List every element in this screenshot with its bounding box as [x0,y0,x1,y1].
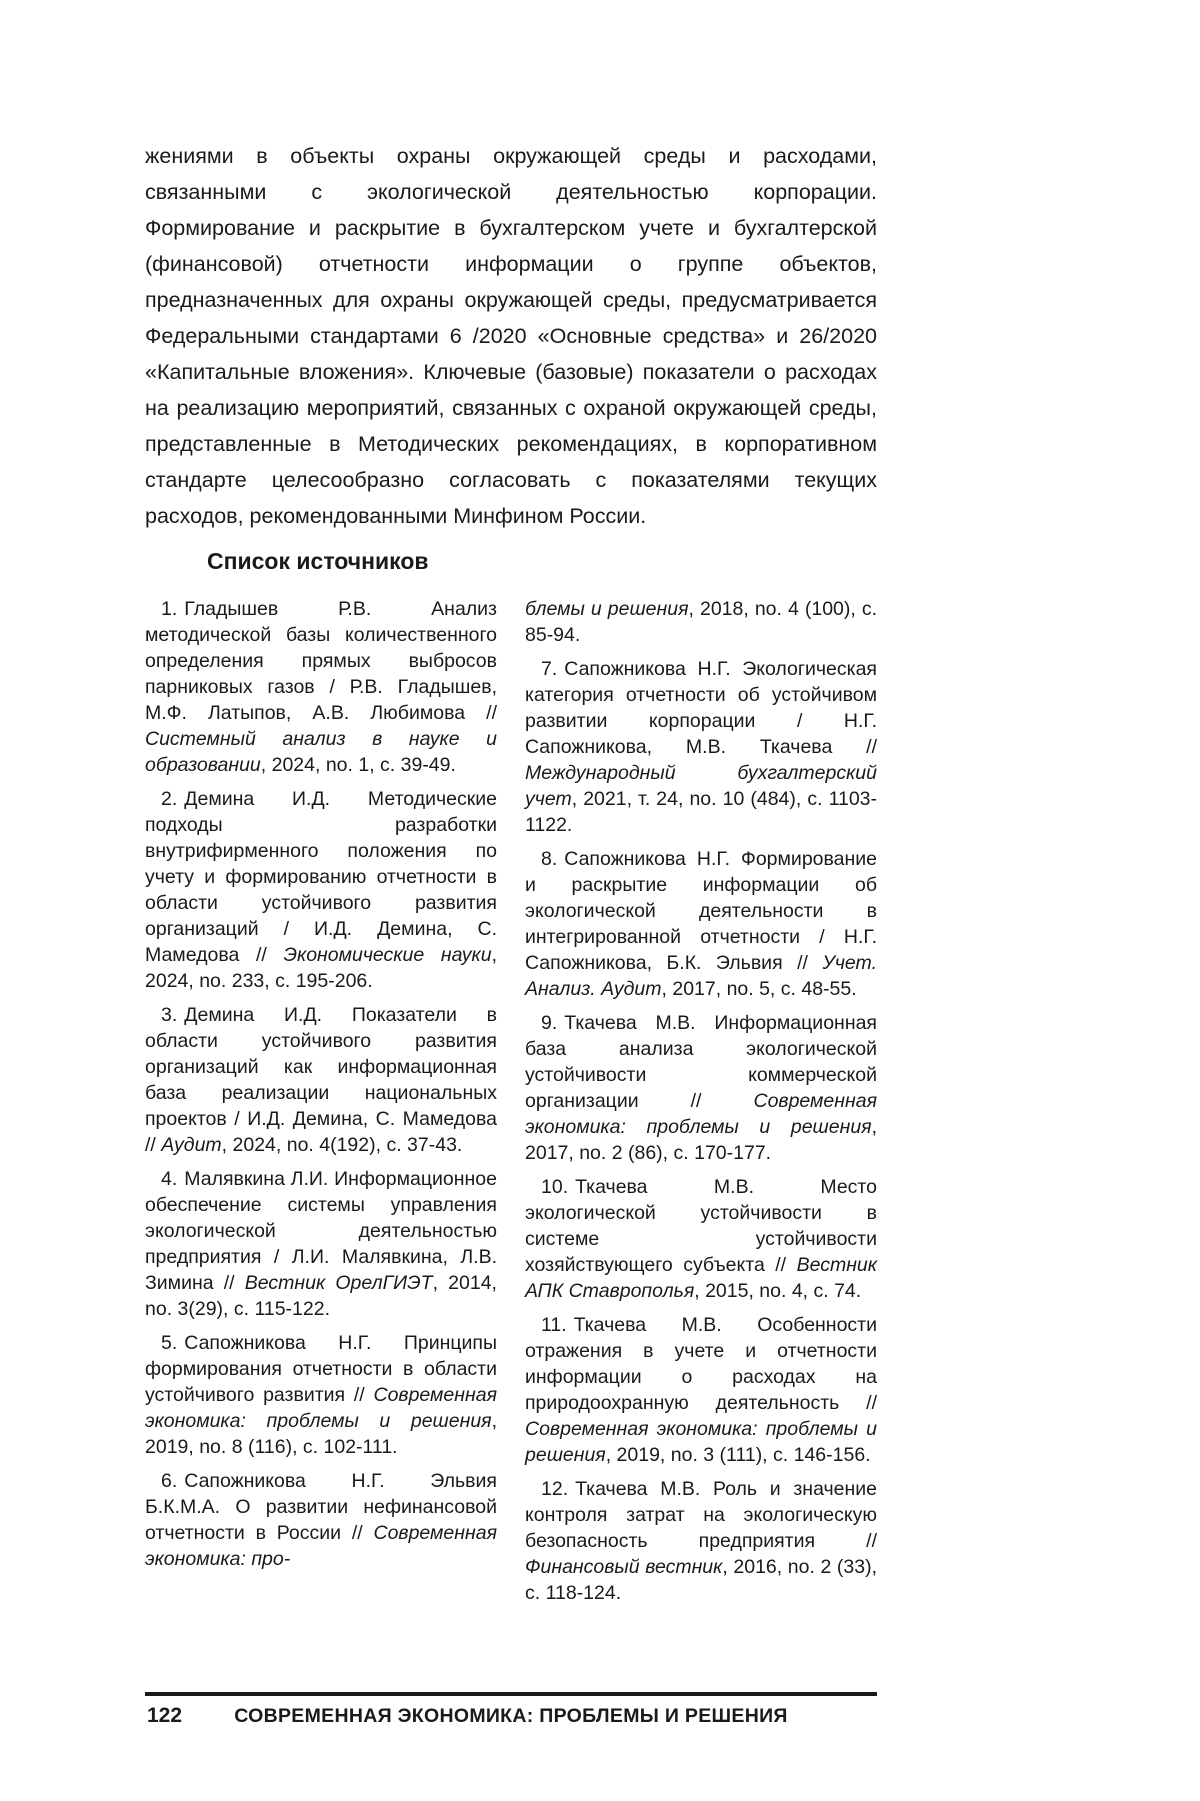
reference-text-segment: Гладышев Р.В. Анализ методической базы количественного определения прямых выбросов парниковых газов / Р.В. Гладышев, М.Ф. Латыпов, А.В. Любимова // [145,598,497,724]
reference-text-segment: , 2024, no. 4(192), с. 37-43. [221,1134,463,1156]
reference-text-segment: Аудит [161,1134,222,1156]
reference-number: 9. [541,1012,558,1034]
reference-text-segment: Ткачева М.В. Особенности отражения в учете и отчетности информации о расходах на природоохранную деятельность // [525,1314,877,1414]
reference-text-segment: , 2017, no. 5, с. 48-55. [661,978,857,1000]
reference-text-segment: Ткачева М.В. Роль и значение контроля затрат на экологическую безопасность предприятия // [525,1478,877,1552]
reference-number: 12. [541,1478,569,1500]
reference-number: 8. [541,848,558,870]
reference-text-segment: Международный бухгалтерский учет [525,762,877,810]
reference-text-segment: Сапожникова Н.Г. Формирование и раскрытие информации об экологической деятельности в интегрированной отчетности / Н.Г. Сапожникова, Б.К. Эльвия // [525,848,877,974]
reference-text-segment: Малявкина Л.И. Информационное обеспечение системы управления экологической деятельностью предприятия / Л.И. Малявкина, Л.В. Зимина // [145,1168,497,1294]
reference-item [525,1476,877,1606]
footer-row [145,1703,877,1731]
reference-text-segment: , 2024, no. 1, с. 39-49. [260,754,456,776]
reference-number: 5. [161,1332,178,1354]
reference-item [525,1174,877,1304]
reference-text-segment: , 2018, no. 4 (100), с. 85-94. [525,598,877,646]
page-content [145,138,877,1614]
reference-text-segment: , 2019, no. 3 (111), с. 146-156. [605,1444,871,1466]
reference-text-segment: , 2024, no. 233, с. 195-206. [145,944,497,992]
reference-text-segment: Демина И.Д. Показатели в области устойчивого развития организаций как информационная база реализации национальных проектов / И.Д. Демина, С. Мамедова // [145,1004,497,1156]
reference-text-segment: блемы и решения [525,598,689,620]
reference-item [525,656,877,838]
reference-item [145,1166,497,1322]
references-heading: Список источников [207,548,429,574]
reference-text-segment: Ткачева М.В. Информационная база анализа экологической устойчивости коммерческой организации // [525,1012,877,1112]
page-number: 122 [147,1704,183,1727]
reference-number: 2. [161,788,178,810]
reference-number: 7. [541,658,558,680]
reference-text-segment: Современная экономика: проблемы и решения [525,1090,877,1138]
references-column-left [145,596,497,1614]
reference-item [145,1468,497,1572]
references-columns [145,596,877,1614]
reference-text-segment: Сапожникова Н.Г. Принципы формирования отчетности в области устойчивого развития // [145,1332,497,1406]
reference-text-segment: Сапожникова Н.Г. Экологическая категория отчетности об устойчивом развитии корпорации / Н.Г. Сапожникова, М.В. Ткачева // [525,658,877,758]
reference-item [525,1010,877,1166]
reference-text-segment: Учет. Анализ. Аудит [525,952,877,1000]
reference-text-segment: Системный анализ в науке и образовании [145,728,497,776]
reference-item [525,846,877,1002]
references-column-right [525,596,877,1614]
reference-item [145,1002,497,1158]
reference-text-segment: , 2015, no. 4, с. 74. [694,1280,862,1302]
reference-number: 4. [161,1168,178,1190]
reference-number: 10. [541,1176,569,1198]
reference-text-segment: Вестник ОрелГИЭТ [244,1272,433,1294]
reference-item [145,1330,497,1460]
reference-text-segment: Финансовый вестник [525,1556,723,1578]
reference-text-segment: Демина И.Д. Методические подходы разработки внутрифирменного положения по учету и формированию отчетности в области устойчивого развития организаций / И.Д. Демина, С. Мамедова // [145,788,497,966]
reference-text-segment: Вестник АПК Ставрополья [525,1254,877,1302]
footer-rule [145,1692,877,1696]
reference-text-segment: Современная экономика: проблемы и решения [145,1384,497,1432]
reference-text-segment: Современная экономика: проблемы и решения [525,1418,877,1466]
reference-item [145,786,497,994]
reference-text-segment: , 2021, т. 24, no. 10 (484), с. 1103-1122. [525,788,877,836]
reference-text-segment: Современная экономика: про- [145,1522,497,1570]
reference-text-segment: , 2016, no. 2 (33), с. 118-124. [525,1556,877,1604]
reference-text-segment: , 2014, no. 3(29), с. 115-122. [145,1272,497,1320]
reference-number: 6. [161,1470,178,1492]
reference-number: 3. [161,1004,178,1026]
reference-text-segment: , 2017, no. 2 (86), с. 170-177. [525,1116,877,1164]
reference-text-segment: Экономические науки [283,944,492,966]
page-footer [145,1692,877,1731]
reference-item [525,596,877,648]
reference-item [145,596,497,778]
reference-item [525,1312,877,1468]
reference-number: 1. [161,598,178,620]
reference-text-segment: , 2019, no. 8 (116), с. 102-111. [145,1410,497,1458]
reference-text-segment: Ткачева М.В. Место экологической устойчивости в системе устойчивости хозяйствующего субъекта // [525,1176,877,1276]
reference-text-segment: Сапожникова Н.Г. Эльвия Б.К.М.А. О развитии нефинансовой отчетности в России // [145,1470,497,1544]
reference-number: 11. [541,1314,567,1336]
body-paragraph: жениями в объекты охраны окружающей среды и расходами, связанными с экологической деятельностью корпорации. Формирование и раскрытие в бухгалтерском учете и бухгалтерской (финансовой) отчетности информации о группе объектов, предназначенных для охраны окружающей среды, предусматривается Федеральными стандартами 6 /2020 «Основные средства» и 26/2020 «Капитальные вложения». Ключевые (базовые) показатели о расходах на реализацию мероприятий, связанных с охраной окружающей среды, представленные в Методических рекомендациях, в корпоративном стандарте целесообразно согласовать с показателями текущих расходов, рекомендованными Минфином России. [145,144,877,528]
journal-title: СОВРЕМЕННАЯ ЭКОНОМИКА: ПРОБЛЕМЫ И РЕШЕНИЯ [234,1705,788,1727]
